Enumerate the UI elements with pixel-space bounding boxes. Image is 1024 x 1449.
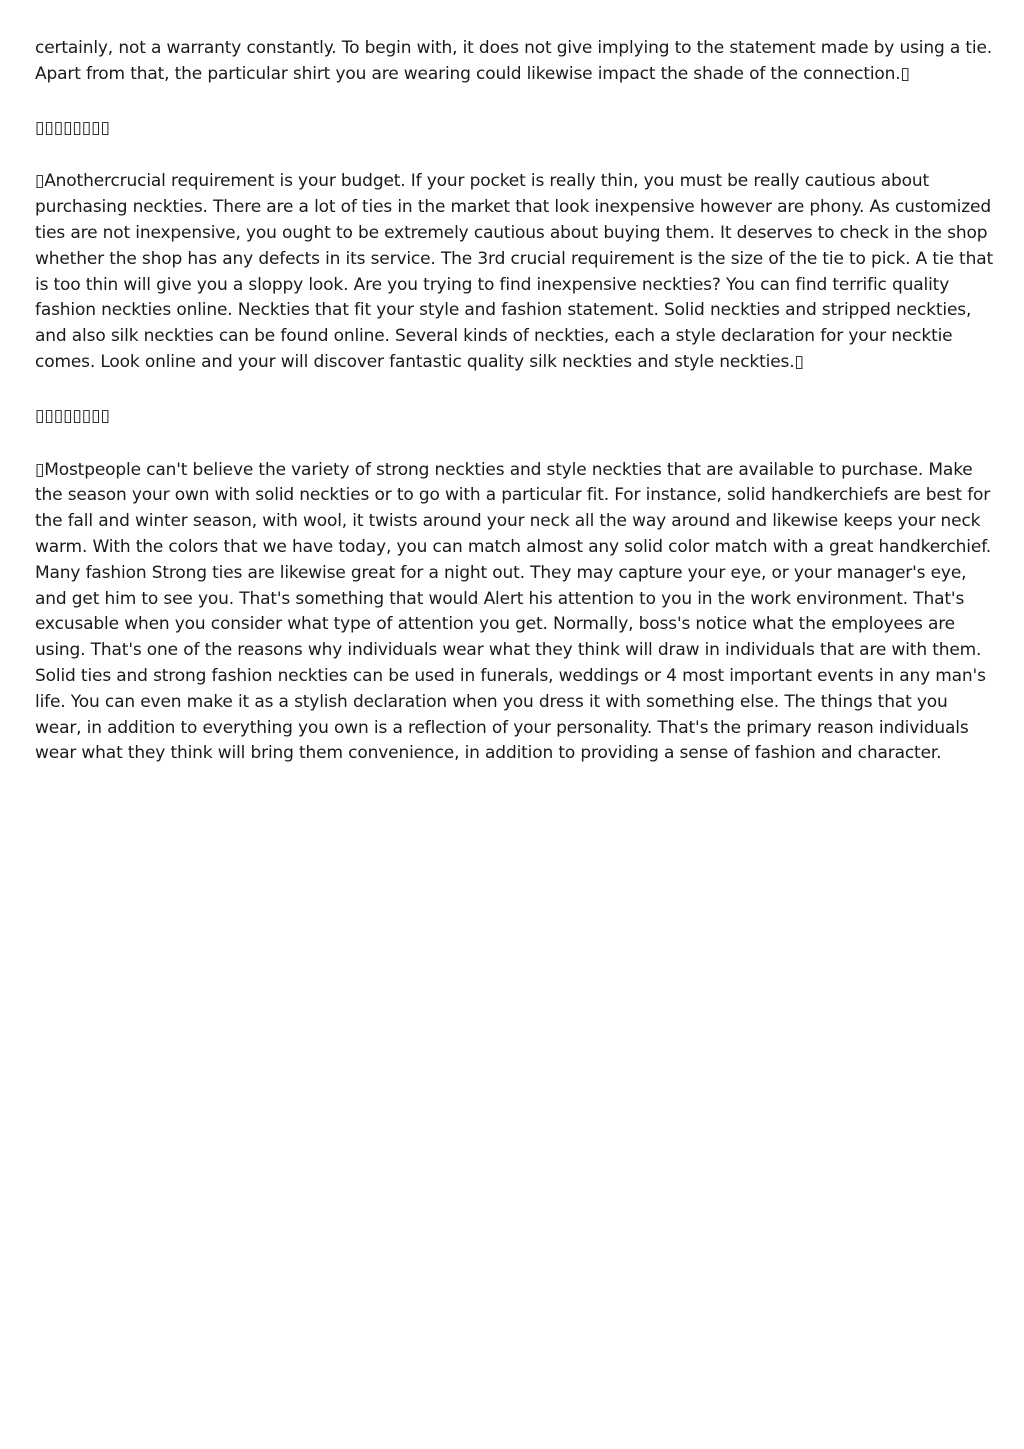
- paragraph-gap: [35, 88, 995, 116]
- paragraph-1: certainly, not a warranty constantly. To begin with, it does not give implying to the statement made by using a tie. Apart from that, the particular shirt you are wearing could likewise impact the shade of the connection.▯: [35, 38, 993, 84]
- document-page: [35, 36, 995, 767]
- paragraph-3: ▯Mostpeople can't believe the variety of strong neckties and style neckties that are available to purchase. Make the season your own with solid neckties or to go with a particular fit. For instance, solid handkerchiefs are best for the fall and winter season, with wool, it twists around your neck all the way around and likewise keeps your neck warm. With the colors that we have today, you can match almost any solid color match with a great handkerchief. Many fashion Strong ties are likewise great for a night out. They may capture your eye, or your manager's eye, and get him to see you. That's something that would Alert his attention to you in the work environment. That's excusable when you consider what type of attention you get. Normally, boss's notice what the employees are using. That's one of the reasons why individuals wear what they think will draw in individuals that are with them. Solid ties and strong fashion neckties can be used in funerals, weddings or 4 most important events in any man's life. You can even make it as a stylish declaration when you dress it with something else. The things that you wear, in addition to everything you own is a reflection of your personality. That's the primary reason individuals wear what they think will bring them convenience, in addition to providing a sense of fashion and character.: [35, 459, 992, 764]
- paragraph-gap: [35, 141, 995, 169]
- missing-glyph-separator-1: ▯▯▯▯▯▯▯▯: [35, 117, 110, 138]
- missing-glyph-separator-2: ▯▯▯▯▯▯▯▯: [35, 405, 110, 426]
- paragraph-2: ▯Anothercrucial requirement is your budget. If your pocket is really thin, you must be really cautious about purchasing neckties. There are a lot of ties in the market that look inexpensive however are phony. As customized ties are not inexpensive, you ought to be extremely cautious about buying them. It deserves to check in the shop whether the shop has any defects in its service. The 3rd crucial requirement is the size of the tie to pick. A tie that is too thin will give you a sloppy look. Are you trying to find inexpensive neckties? You can find terrific quality fashion neckties online. Neckties that fit your style and fashion statement. Solid neckties and stripped neckties, and also silk neckties can be found online. Several kinds of neckties, each a style declaration for your necktie comes. Look online and your will discover fantastic quality silk neckties and style neckties.▯: [35, 171, 993, 372]
- paragraph-gap: [35, 376, 995, 404]
- paragraph-gap: [35, 430, 995, 458]
